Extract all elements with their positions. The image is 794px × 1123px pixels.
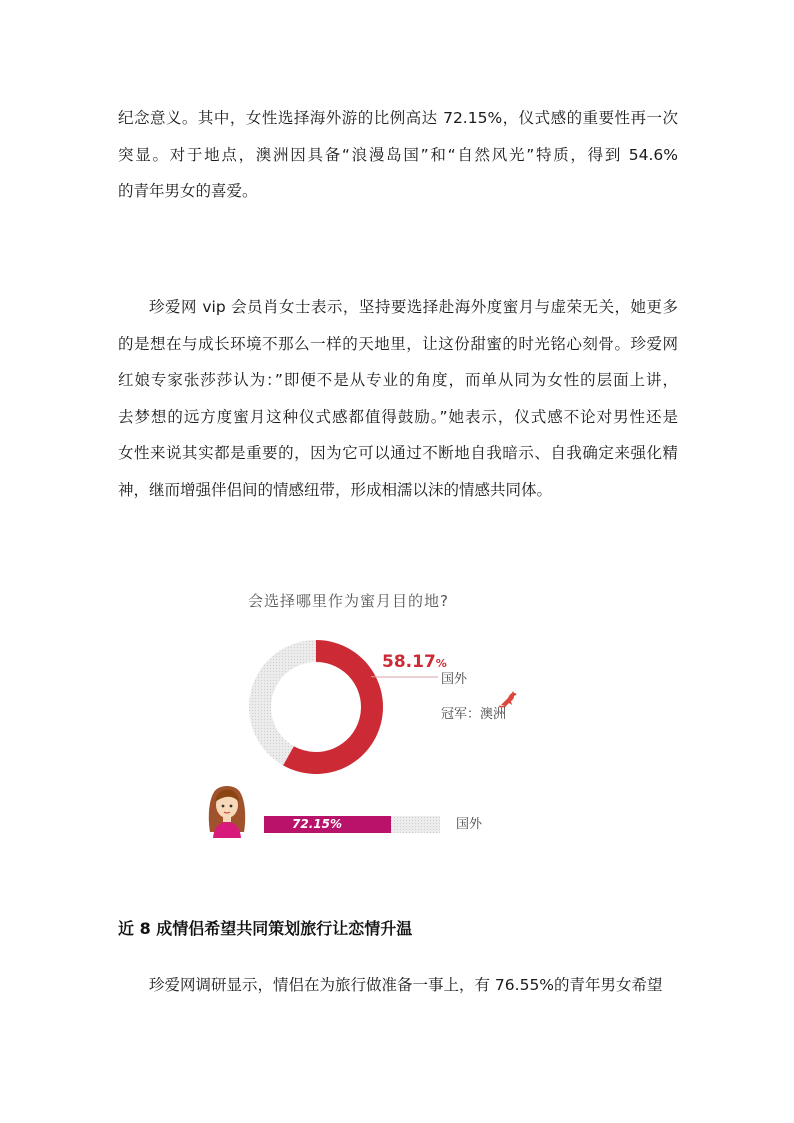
section-heading: 近 8 成情侣希望共同策划旅行让恋情升温 (118, 919, 413, 938)
paragraph-line: 的是想在与成长环境不那么一样的天地里，让这份甜蜜的时光铭心刻骨。珍爱网 (118, 334, 678, 353)
paragraph-line: 神，继而增强伴侣间的情感纽带，形成相濡以沫的情感共同体。 (118, 480, 553, 499)
chart-title: 会选择哪里作为蜜月目的地? (248, 592, 449, 610)
donut-category-label: 国外 (441, 672, 468, 687)
honeymoon-infographic (200, 580, 540, 850)
paragraph-line: 的青年男女的喜爱。 (118, 182, 258, 201)
girl-avatar-icon (204, 780, 250, 838)
donut-slice-remainder (249, 640, 316, 765)
paragraph-line: 珍爱网 vip 会员肖女士表示，坚持要选择赴海外度蜜月与虚荣无关，她更多 (149, 298, 678, 316)
paragraph-line: 女性来说其实都是重要的，因为它可以通过不断地自我暗示、自我确定来强化精 (118, 444, 678, 463)
kangaroo-icon (498, 688, 520, 710)
bar-category-label: 国外 (456, 817, 483, 832)
paragraph-1 (118, 100, 678, 210)
donut-value-label: 58.17% (382, 652, 447, 672)
paragraph-line: 红娘专家张莎莎认为：”即便不是从专业的角度，而单从同为女性的层面上讲， (118, 371, 678, 390)
champion-label: 冠军：澳洲 (441, 707, 507, 722)
bar-value-label: 72.15% (292, 817, 342, 831)
paragraph-line: 纪念意义。其中，女性选择海外游的比例高达 72.15%，仪式感的重要性再一次 (118, 109, 678, 127)
bar-track (264, 816, 440, 833)
paragraph-3 (118, 967, 678, 1004)
paragraph-line: 去梦想的远方度蜜月这种仪式感都值得鼓励。”她表示，仪式感不论对男性还是 (118, 407, 678, 426)
paragraph-line: 珍爱网调研显示，情侣在为旅行做准备一事上，有 76.55%的青年男女希望 (149, 976, 663, 994)
paragraph-line: 突显。对于地点，澳洲因具备“浪漫岛国”和“自然风光”特质，得到 54.6% (118, 145, 678, 164)
paragraph-2 (118, 289, 678, 509)
